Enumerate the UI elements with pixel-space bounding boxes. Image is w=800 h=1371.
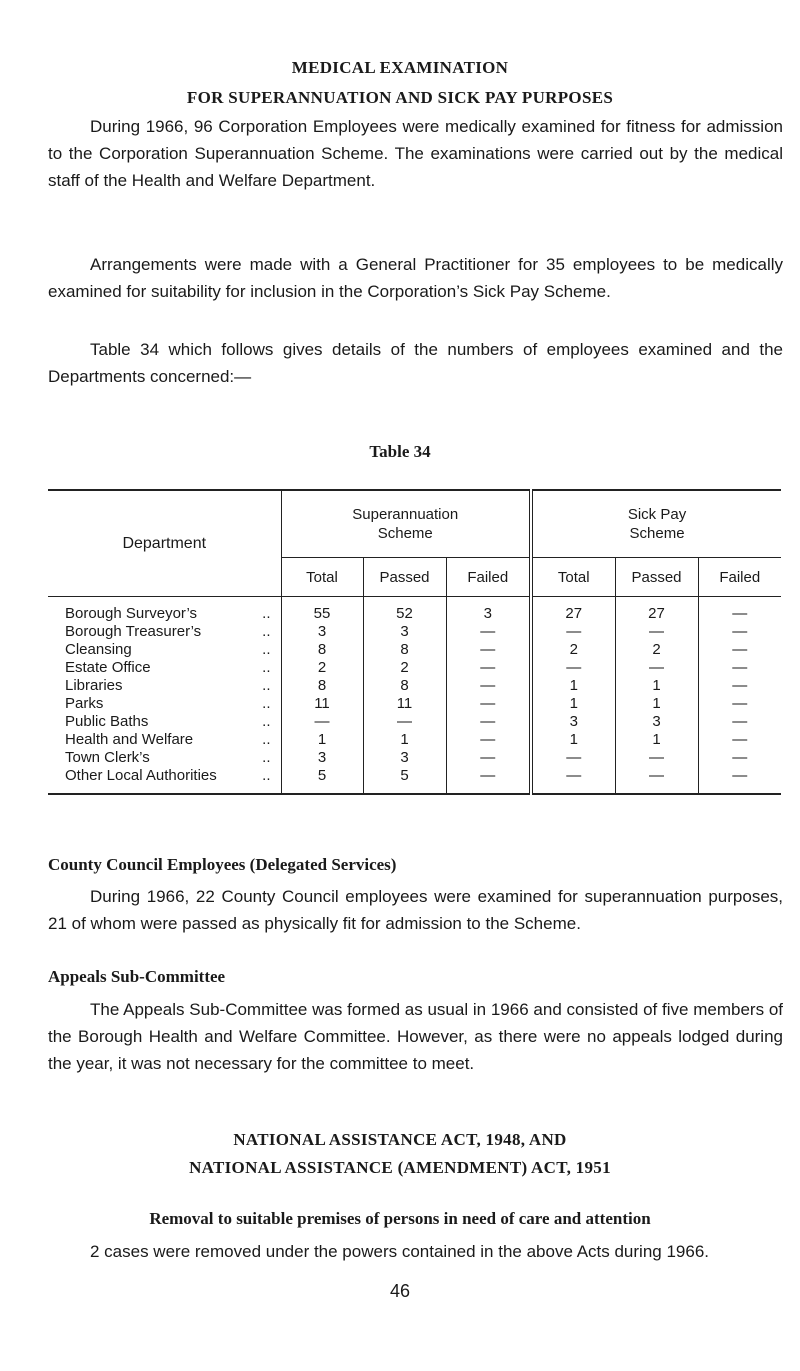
leader-dots: .. — [262, 695, 271, 712]
paragraph-table-intro — [48, 336, 783, 390]
p-failed-cell: — — [732, 605, 748, 622]
s-total-cell: 5 — [281, 767, 363, 794]
removal-subheading: Removal to suitable premises of persons in need of care and attention — [149, 1209, 651, 1228]
national-assistance-line-2: NATIONAL ASSISTANCE (AMENDMENT) ACT, 1951 — [189, 1158, 611, 1177]
leader-dots: .. — [262, 749, 271, 766]
table-row — [48, 677, 781, 695]
national-assistance-heading — [0, 1130, 800, 1178]
p-failed-cell: — — [732, 677, 748, 694]
leader-dots: .. — [262, 623, 271, 640]
p-total-cell: 1 — [531, 677, 615, 695]
column-header-sick-failed: Failed — [698, 558, 781, 597]
column-header-sick-total: Total — [531, 558, 615, 597]
p-total-cell: 2 — [531, 641, 615, 659]
leader-dots: .. — [262, 677, 271, 694]
appeals-text: The Appeals Sub-Committee was formed as usual in 1966 and consisted of five members of the Borough Health and Welfare Committee. However, as there were no appeals lodged during the year, it was not necessary for the committee to meet. — [48, 1000, 783, 1073]
p-failed-cell: — — [732, 623, 748, 640]
table-row — [48, 641, 781, 659]
p-passed-cell: — — [615, 749, 698, 767]
department-cell — [48, 767, 281, 794]
sick-pay-label-line-2: Scheme — [629, 525, 685, 542]
s-passed-cell: 52 — [363, 597, 446, 624]
s-total-cell: 3 — [281, 623, 363, 641]
table-row — [48, 713, 781, 731]
leader-dots: .. — [262, 659, 271, 676]
p-failed-cell: — — [732, 659, 748, 676]
department-name: Health and Welfare — [65, 731, 194, 748]
department-cell — [48, 749, 281, 767]
p-total-cell: 3 — [531, 713, 615, 731]
department-name: Borough Treasurer’s — [65, 623, 202, 640]
table-row — [48, 749, 781, 767]
s-failed-cell: — — [446, 731, 531, 749]
s-total-cell: 1 — [281, 731, 363, 749]
national-assistance-line-1: NATIONAL ASSISTANCE ACT, 1948, AND — [233, 1130, 567, 1149]
p-failed-cell: — — [732, 641, 748, 658]
column-header-super-passed: Passed — [363, 558, 446, 597]
p-failed-cell: — — [732, 713, 748, 730]
department-name: Other Local Authorities — [65, 767, 217, 784]
county-council-heading: County Council Employees (Delegated Services) — [48, 855, 397, 874]
sick-pay-label-line-1: Sick Pay — [627, 506, 687, 523]
paragraph-sick-pay — [48, 251, 783, 305]
s-failed-cell: — — [446, 623, 531, 641]
p-passed-cell: 2 — [615, 641, 698, 659]
p-total-cell: 27 — [531, 597, 615, 624]
p-total-cell: 1 — [531, 695, 615, 713]
table-34 — [48, 489, 781, 795]
leader-dots: .. — [262, 713, 271, 730]
s-failed-cell: — — [446, 749, 531, 767]
p-passed-cell: 3 — [615, 713, 698, 731]
department-name: Borough Surveyor’s — [65, 605, 198, 622]
table-row — [48, 597, 781, 624]
paragraph-superannuation-text: During 1966, 96 Corporation Employees were medically examined for fitness for admission to the Corporation Superannuation Scheme. The examinations were carried out by the medical staff of the Health and Welfare Department. — [48, 117, 783, 190]
department-name: Parks — [65, 695, 104, 712]
table-title: Table 34 — [369, 442, 431, 461]
p-passed-cell: — — [615, 767, 698, 794]
leader-dots: .. — [262, 731, 271, 748]
p-total-cell: — — [531, 767, 615, 794]
s-passed-cell: 3 — [363, 623, 446, 641]
superannuation-label-line-1: Superannuation — [352, 506, 459, 523]
department-cell — [48, 641, 281, 659]
table-34-body — [48, 597, 781, 795]
department-cell — [48, 713, 281, 731]
department-cell — [48, 659, 281, 677]
main-heading — [0, 58, 800, 108]
p-failed-cell: — — [732, 695, 748, 712]
p-passed-cell: 1 — [615, 677, 698, 695]
paragraph-table-intro-text: Table 34 which follows gives details of the numbers of employees examined and the Departments concerned:— — [48, 340, 783, 386]
s-failed-cell: — — [446, 677, 531, 695]
department-cell — [48, 623, 281, 641]
s-total-cell: 11 — [281, 695, 363, 713]
paragraph-superannuation — [48, 113, 783, 194]
county-council-text: During 1966, 22 County Council employees were examined for superannuation purposes, 21 of whom were passed as physically fit for admission to the Scheme. — [48, 887, 783, 933]
p-passed-cell: — — [615, 659, 698, 677]
table-row — [48, 767, 781, 794]
heading-line-1: MEDICAL EXAMINATION — [291, 58, 509, 77]
appeals-heading: Appeals Sub-Committee — [48, 967, 226, 986]
s-total-cell: — — [281, 713, 363, 731]
table-row — [48, 659, 781, 677]
p-total-cell: 1 — [531, 731, 615, 749]
s-failed-cell: — — [446, 767, 531, 794]
s-passed-cell: 3 — [363, 749, 446, 767]
leader-dots: .. — [262, 641, 271, 658]
s-passed-cell: 11 — [363, 695, 446, 713]
department-name: Public Baths — [65, 713, 149, 730]
column-header-super-total: Total — [281, 558, 363, 597]
p-failed-cell: — — [732, 749, 748, 766]
s-total-cell: 8 — [281, 677, 363, 695]
s-passed-cell: 5 — [363, 767, 446, 794]
s-passed-cell: — — [363, 713, 446, 731]
table-row — [48, 623, 781, 641]
s-total-cell: 2 — [281, 659, 363, 677]
s-total-cell: 55 — [281, 597, 363, 624]
p-passed-cell: 27 — [615, 597, 698, 624]
s-passed-cell: 1 — [363, 731, 446, 749]
p-passed-cell: 1 — [615, 731, 698, 749]
column-group-sick-pay — [531, 490, 781, 558]
p-total-cell: — — [531, 749, 615, 767]
p-passed-cell: — — [615, 623, 698, 641]
s-total-cell: 8 — [281, 641, 363, 659]
p-total-cell: — — [531, 623, 615, 641]
department-cell — [48, 597, 281, 624]
heading-line-2: FOR SUPERANNUATION AND SICK PAY PURPOSES — [186, 88, 614, 107]
s-total-cell: 3 — [281, 749, 363, 767]
county-council-paragraph — [48, 883, 783, 937]
appeals-paragraph — [48, 996, 783, 1077]
department-cell — [48, 695, 281, 713]
leader-dots: .. — [262, 605, 271, 622]
column-group-superannuation — [281, 490, 531, 558]
s-passed-cell: 2 — [363, 659, 446, 677]
leader-dots: .. — [262, 767, 271, 784]
department-name: Town Clerk’s — [65, 749, 150, 766]
department-cell — [48, 677, 281, 695]
s-failed-cell: — — [446, 659, 531, 677]
s-passed-cell: 8 — [363, 641, 446, 659]
removal-paragraph — [48, 1238, 783, 1265]
s-failed-cell: — — [446, 641, 531, 659]
page-number: 46 — [389, 1281, 411, 1301]
superannuation-label-line-2: Scheme — [377, 525, 433, 542]
column-header-sick-passed: Passed — [615, 558, 698, 597]
department-name: Cleansing — [65, 641, 132, 658]
p-failed-cell: — — [732, 767, 748, 784]
department-name: Libraries — [65, 677, 123, 694]
table-row — [48, 731, 781, 749]
column-header-department: Department — [48, 490, 281, 597]
column-header-super-failed: Failed — [446, 558, 531, 597]
p-total-cell: — — [531, 659, 615, 677]
s-failed-cell: — — [446, 713, 531, 731]
p-failed-cell: — — [732, 731, 748, 748]
removal-text: 2 cases were removed under the powers contained in the above Acts during 1966. — [90, 1242, 709, 1261]
s-failed-cell: 3 — [446, 597, 531, 624]
department-name: Estate Office — [65, 659, 151, 676]
s-failed-cell: — — [446, 695, 531, 713]
p-passed-cell: 1 — [615, 695, 698, 713]
table-row — [48, 695, 781, 713]
paragraph-sick-pay-text: Arrangements were made with a General Practitioner for 35 employees to be medically examined for suitability for inclusion in the Corporation’s Sick Pay Scheme. — [48, 255, 783, 301]
s-passed-cell: 8 — [363, 677, 446, 695]
department-cell — [48, 731, 281, 749]
